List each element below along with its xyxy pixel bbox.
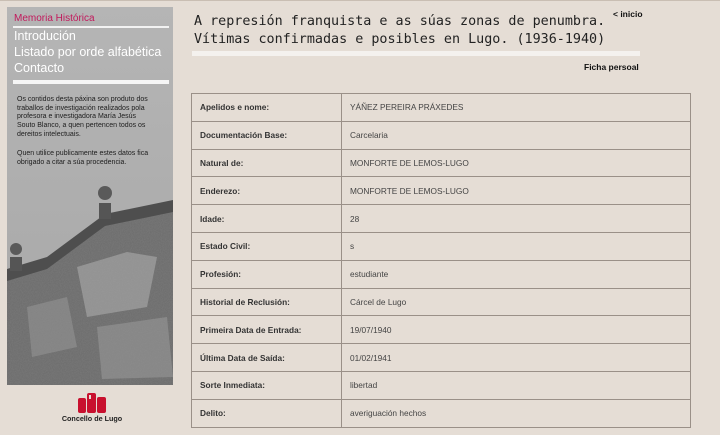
notice-line: Quen utilice publicamente estes datos fica — [17, 150, 149, 157]
table-row — [192, 399, 691, 427]
table-row — [192, 344, 691, 372]
notice-line: Os contidos desta páxina son produto dos — [17, 96, 148, 103]
field-label: Apelidos e nome: — [192, 94, 342, 122]
field-label: Documentación Base: — [192, 121, 342, 149]
field-value: YÁÑEZ PEREIRA PRÁXEDES — [342, 94, 691, 122]
field-label: Última Data de Saída: — [192, 344, 342, 372]
sidebar — [7, 7, 173, 385]
field-value: libertad — [342, 371, 691, 399]
nav-introducion[interactable]: Introdución — [14, 29, 76, 43]
page-title-line2: Vítimas confirmadas e posibles en Lugo. (1936-1940) — [194, 32, 606, 47]
notice-line: traballos de investigación realizados pola — [17, 104, 145, 112]
table-row — [192, 288, 691, 316]
notice-line: Souto Blanco, a quen pertencen todos os — [17, 122, 146, 130]
table-row — [192, 94, 691, 122]
field-label: Enderezo: — [192, 177, 342, 205]
field-label: Primeira Data de Entrada: — [192, 316, 342, 344]
field-value: 01/02/1941 — [342, 344, 691, 372]
field-value: estudiante — [342, 260, 691, 288]
table-row — [192, 316, 691, 344]
header-divider — [192, 51, 640, 56]
field-value: 19/07/1940 — [342, 316, 691, 344]
divider — [13, 80, 169, 84]
field-value: MONFORTE DE LEMOS-LUGO — [342, 177, 691, 205]
field-label: Natural de: — [192, 149, 342, 177]
nav-listado-alfabetico[interactable]: Listado por orde alfabética — [14, 45, 162, 59]
ficha-persoal-heading: Ficha persoal — [584, 62, 639, 72]
field-label: Delito: — [192, 399, 342, 427]
logo-text: Concello de Lugo — [61, 414, 123, 423]
page-title-line1: A represión franquista e as súas zonas de penumbra. — [194, 14, 606, 29]
divider — [13, 26, 169, 28]
table-row — [192, 371, 691, 399]
table-row — [192, 205, 691, 233]
concello-lugo-logo-icon[interactable] — [78, 393, 106, 413]
field-value: Carcelaria — [342, 121, 691, 149]
citation-notice — [17, 150, 169, 167]
notice-line: obrigado a citar a súa procedencia. — [17, 158, 127, 166]
field-label: Idade: — [192, 205, 342, 233]
field-value: Cárcel de Lugo — [342, 288, 691, 316]
field-label: Profesión: — [192, 260, 342, 288]
notice-line: dereitos intelectuais. — [17, 130, 81, 138]
top-border — [0, 0, 720, 1]
table-row — [192, 121, 691, 149]
field-label: Sorte Inmediata: — [192, 371, 342, 399]
table-row — [192, 260, 691, 288]
field-value: averiguación hechos — [342, 399, 691, 427]
nav-contacto[interactable]: Contacto — [14, 61, 65, 75]
field-label: Estado Civil: — [192, 232, 342, 260]
table-row — [192, 232, 691, 260]
inicio-link[interactable]: < inicio — [613, 9, 643, 19]
section-title: Memoria Histórica — [14, 13, 95, 24]
record-table — [191, 93, 691, 428]
field-value: MONFORTE DE LEMOS-LUGO — [342, 149, 691, 177]
notice-line: profesora e investigadora María Jesús — [17, 113, 137, 121]
field-value: s — [342, 232, 691, 260]
table-row — [192, 149, 691, 177]
table-row — [192, 177, 691, 205]
field-value: 28 — [342, 205, 691, 233]
copyright-notice — [17, 96, 169, 140]
field-label: Historial de Reclusión: — [192, 288, 342, 316]
